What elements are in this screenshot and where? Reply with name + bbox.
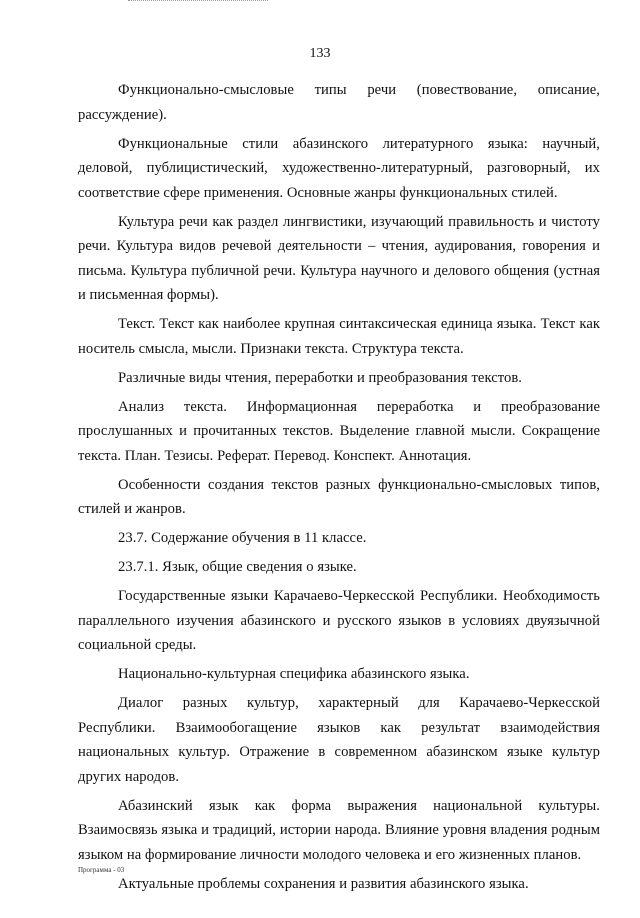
paragraph-current-problems: Актуальные проблемы сохранения и развития абазинского языка.: [118, 875, 529, 892]
paragraph-culture-dialogue: Диалог разных культур, характерный для Карачаево-Черкесской Республики. Взаимообогащение языков как результат взаимодействия национальных культур. Отражение в современном абазинском языке культур других народов.: [78, 695, 600, 785]
page-number: 133: [309, 46, 331, 61]
paragraph-national-specifics: Национально-культурная специфика абазинского языка.: [118, 666, 470, 682]
footer-program-label: Программа - 03: [78, 866, 125, 874]
paragraph-language-culture: Абазинский язык как форма выражения национальной культуры. Взаимосвязь языка и традиций, истории народа. Влияние уровня владения родным языком на формирование личности молодого человека и его жизненных планов.: [78, 797, 600, 863]
paragraph-text-unit: Текст. Текст как наиболее крупная синтаксическая единица языка. Текст как носитель смысла, мысли. Признаки текста. Структура текста.: [78, 316, 600, 357]
paragraph-speech-culture: Культура речи как раздел лингвистики, изучающий правильность и чистоту речи. Культура видов речевой деятельности – чтения, аудирования, говорения и письма. Культура публичной речи. Культура научного и делового общения (устная и письменная формы).: [78, 213, 600, 303]
section-heading-11-class: 23.7. Содержание обучения в 11 классе.: [118, 530, 367, 546]
paragraph-text-analysis: Анализ текста. Информационная переработка и преобразование прослушанных и прочитанных текстов. Выделение главной мысли. Сокращение текста. План. Тезисы. Реферат. Перевод. Конспект. Аннотация.: [78, 398, 600, 464]
document-body: [78, 78, 600, 901]
paragraph-text-creation: Особенности создания текстов разных функционально-смысловых типов, стилей и жанров.: [78, 476, 600, 517]
scan-artifact-line: [128, 0, 268, 2]
paragraph-state-languages: Государственные языки Карачаево-Черкесской Республики. Необходимость параллельного изучения абазинского и русского языков в условиях двуязычной социальной среды.: [78, 588, 600, 653]
paragraph-reading-types: Различные виды чтения, переработки и преобразования текстов.: [118, 369, 522, 386]
subsection-heading-language: 23.7.1. Язык, общие сведения о языке.: [118, 559, 357, 575]
paragraph-speech-types: Функционально-смысловые типы речи (повествование, описание, рассуждение).: [78, 82, 600, 123]
paragraph-functional-styles: Функциональные стили абазинского литературного языка: научный, деловой, публицистический, художественно-литературный, разговорный, их соответствие сфере применения. Основные жанры функциональных стилей.: [78, 135, 600, 201]
